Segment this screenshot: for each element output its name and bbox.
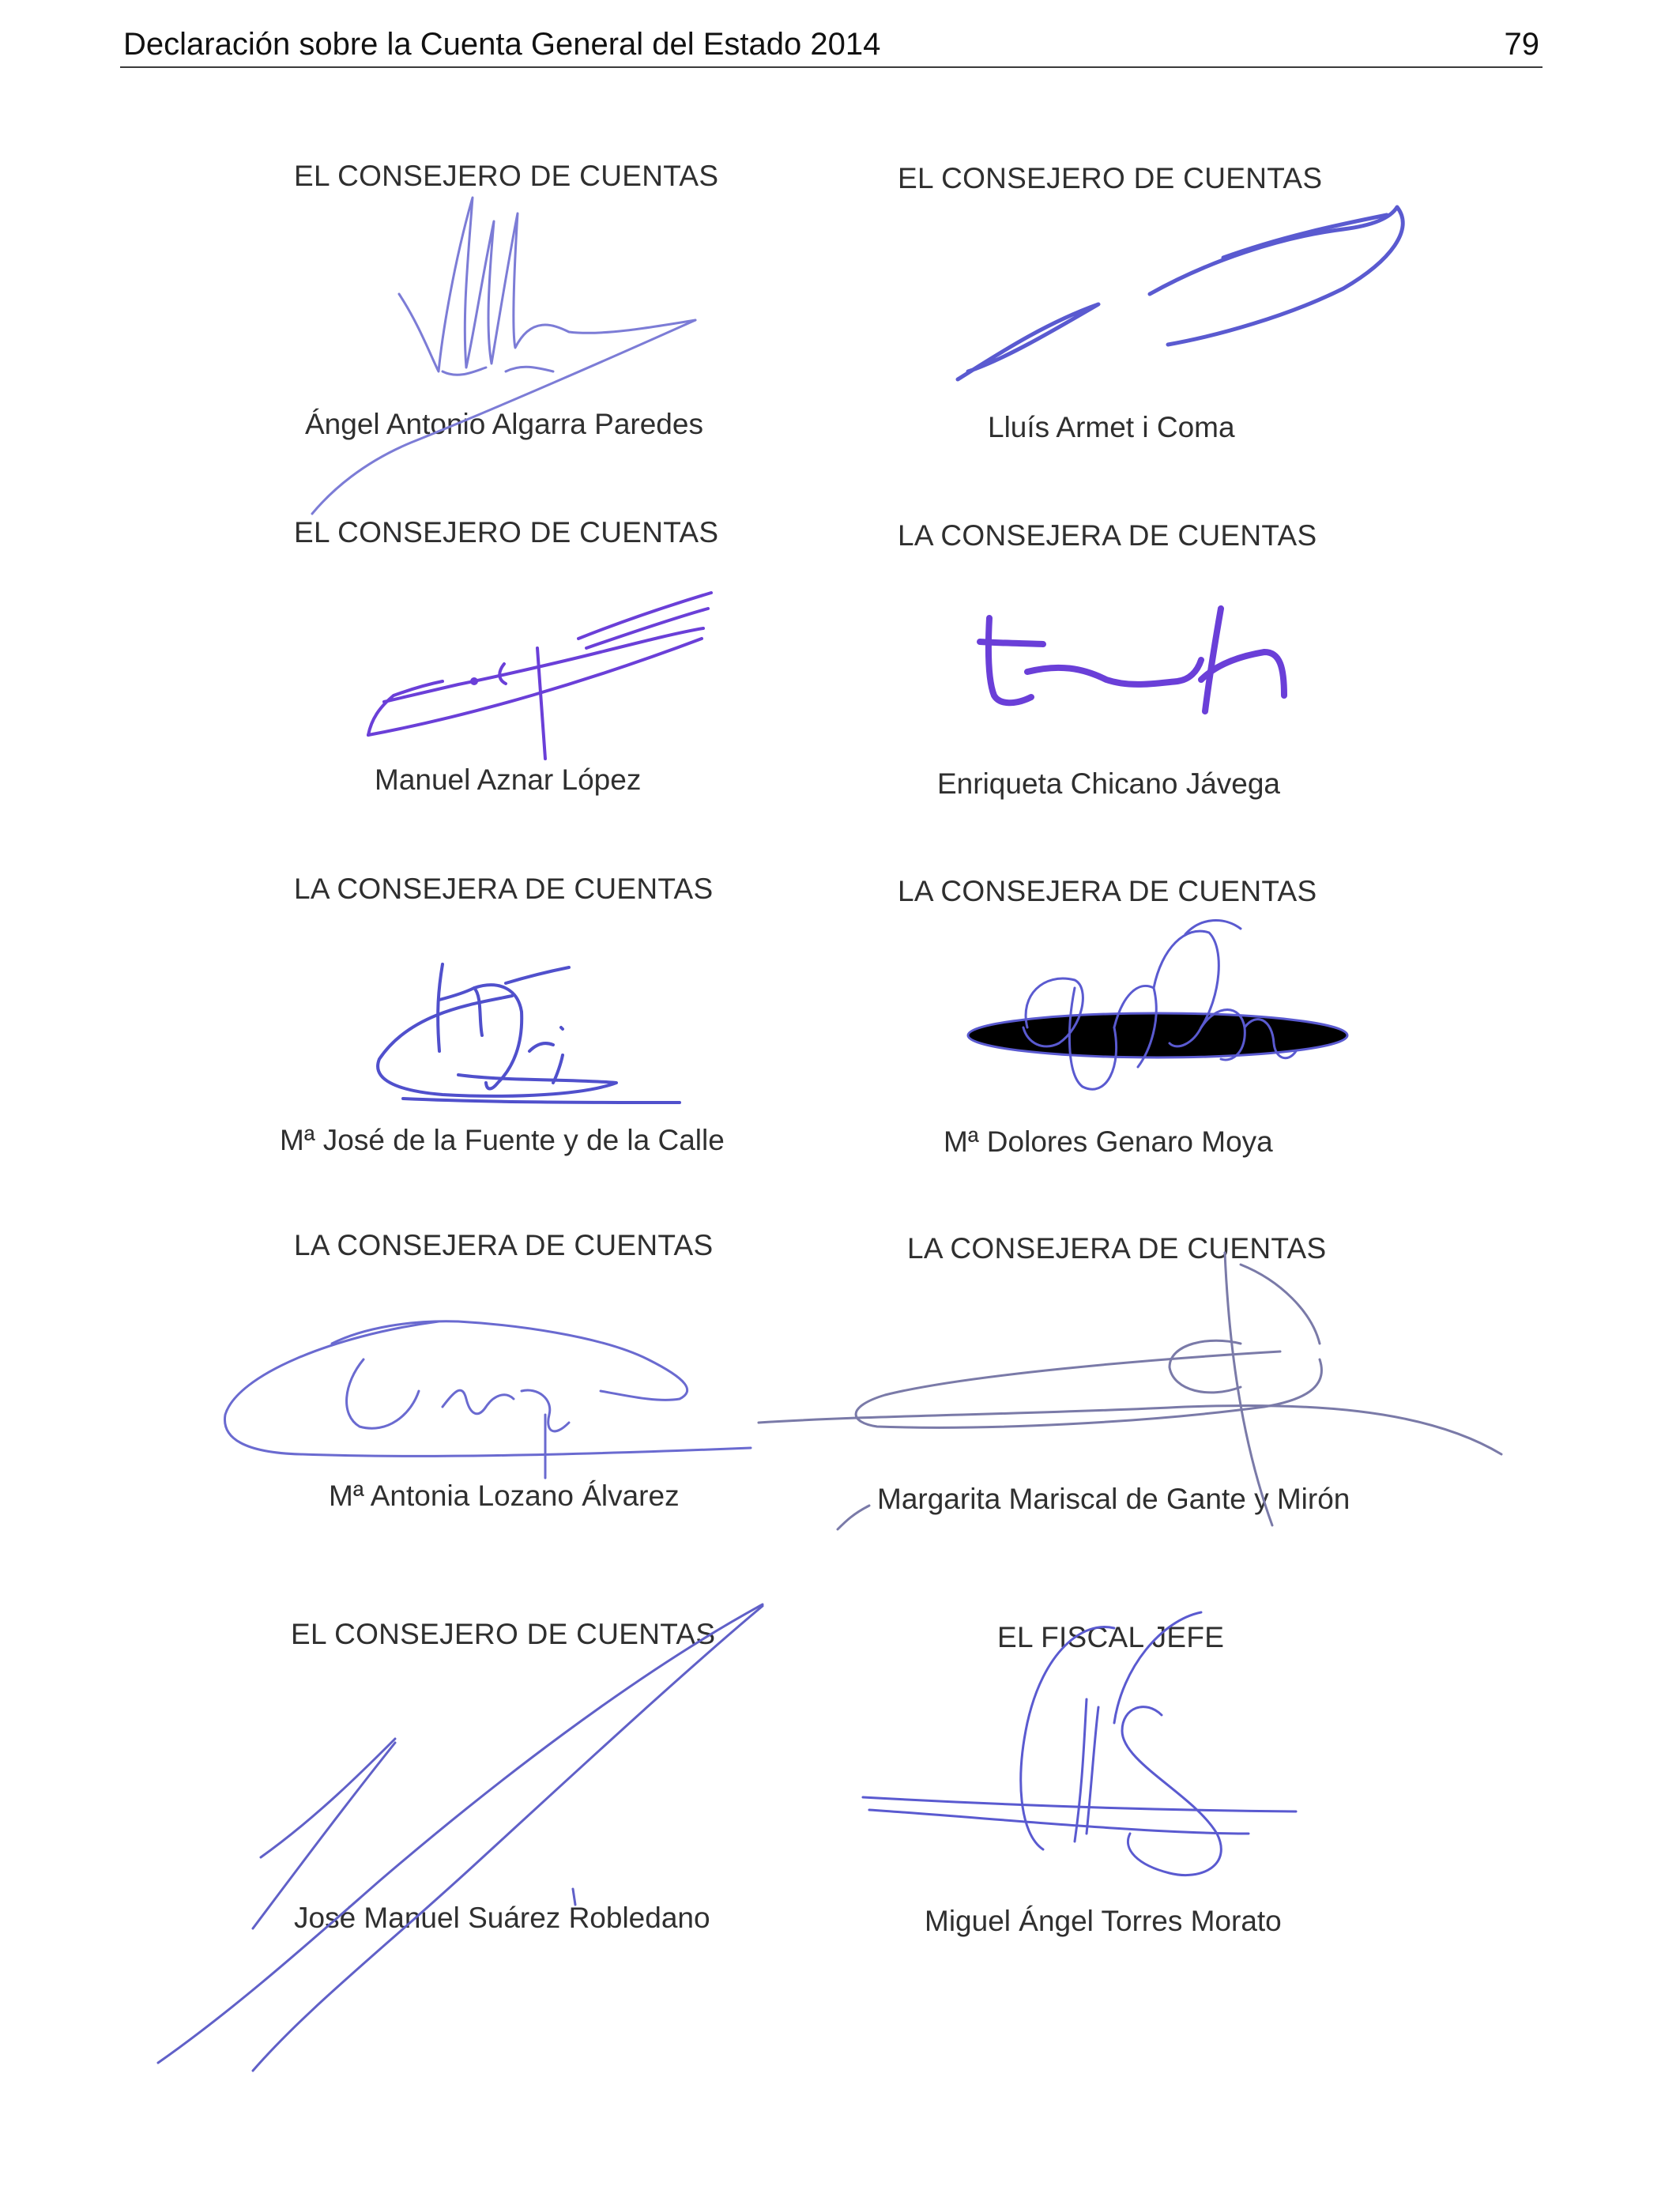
signatory-role: EL CONSEJERO DE CUENTAS: [898, 162, 1323, 194]
signatory-role: EL CONSEJERO DE CUENTAS: [291, 1618, 716, 1650]
signature-delafuente: [378, 964, 680, 1103]
page-header: [120, 24, 1543, 68]
signature-aznar: [368, 593, 711, 759]
signatory-name: Manuel Aznar López: [375, 763, 642, 796]
signatory-role: LA CONSEJERA DE CUENTAS: [898, 519, 1317, 552]
signatory-name: Lluís Armet i Coma: [988, 411, 1235, 443]
signatory-role: LA CONSEJERA DE CUENTAS: [294, 873, 714, 905]
signatory-role: EL CONSEJERO DE CUENTAS: [294, 516, 719, 548]
signatory-name: Miguel Ángel Torres Morato: [925, 1905, 1282, 1937]
signatory-role: LA CONSEJERA DE CUENTAS: [898, 875, 1317, 907]
signatory-name: Mª Dolores Genaro Moya: [944, 1125, 1273, 1158]
signatory-role: LA CONSEJERA DE CUENTAS: [907, 1232, 1327, 1265]
signatory-name: José Manuel Suárez Robledano: [294, 1902, 710, 1934]
signatory-role: LA CONSEJERA DE CUENTAS: [294, 1229, 714, 1261]
document-title: Declaración sobre la Cuenta General del Estado 2014: [123, 27, 881, 62]
signatory-name: Mª Antonia Lozano Álvarez: [329, 1480, 680, 1512]
signatory-role: EL FISCAL JEFE: [997, 1621, 1225, 1653]
page-number: 79: [1504, 27, 1539, 62]
signatory-name: Ángel Antonio Algarra Paredes: [305, 408, 703, 440]
signature-armet: [958, 207, 1403, 379]
signatory-name: Mª José de la Fuente y de la Calle: [280, 1124, 725, 1156]
signature-suarez: [158, 1604, 763, 2071]
signatory-name: Margarita Mariscal de Gante y Mirón: [877, 1483, 1350, 1515]
signatory-name: Enriqueta Chicano Jávega: [937, 767, 1281, 800]
signature-genaro: [968, 921, 1347, 1090]
signature-lozano: [224, 1321, 751, 1478]
signatory-role: EL CONSEJERO DE CUENTAS: [294, 160, 719, 192]
signature-algarra: [312, 198, 695, 514]
signature-chicano: [980, 609, 1284, 711]
